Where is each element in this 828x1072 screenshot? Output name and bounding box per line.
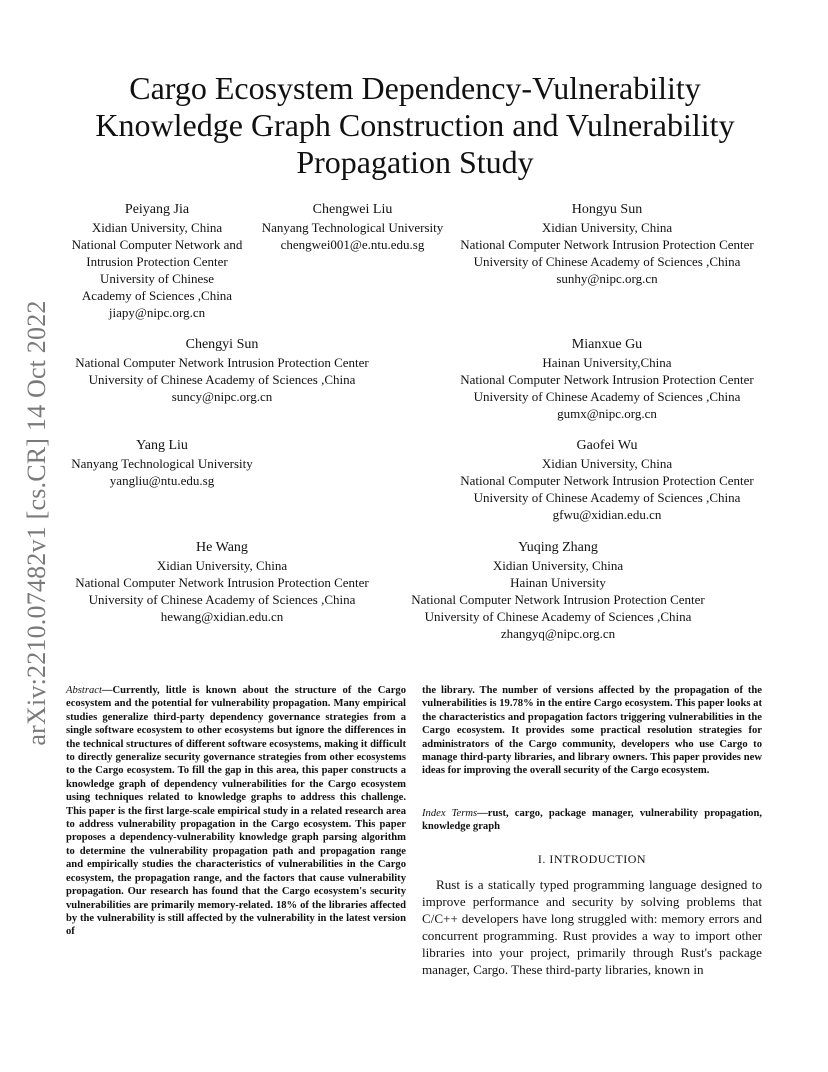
author-email: sunhy@nipc.org.cn — [556, 271, 658, 286]
author-affiliation: Academy of Sciences ,China — [81, 288, 233, 303]
abstract-text: —Currently, little is known about the structure of the Cargo ecosystem and the potential for vulnerability propagation. Many empirical studies generalize third-party dependency governance strategies from a single software ecosystem to other ecosystems but ignore the differences in the technical structures of different software ecosystems, making it difficult to directly generalize security governance strategies from other ecosystems to the Cargo ecosystem. To fill the gap in this area, this paper constructs a knowledge graph of dependency vulnerabilities for the Cargo ecosystem using techniques related to knowledge graphs to address this challenge. This paper is the first large-scale empirical study in a related research area to address vulnerability propagation in the Cargo ecosystem. This paper proposes a dependency-vulnerability knowledge graph parsing algorithm to determine the vulnerability propagation path and propagation range and empirically studies the characteristics of vulnerabilities in the Cargo ecosystem, the propagation range, and the factors that cause vulnerability propagation. Our research has found that the Cargo ecosystem's security vulnerabilities are primarily memory-related. 18% of the libraries affected by the vulnerability is still affected by the vulnerability in the latest version of — [66, 685, 406, 938]
author-name: Hongyu Sun — [571, 202, 643, 217]
author-affiliation: University of Chinese Academy of Sciences ,China — [473, 490, 741, 505]
author-name: Chengwei Liu — [312, 202, 393, 217]
abstract-left-column — [66, 684, 406, 939]
author-affiliation: Hainan University,China — [542, 355, 672, 370]
abstract-label: Abstract — [66, 685, 102, 696]
abstract-right-column — [422, 684, 762, 778]
author-affiliation: National Computer Network Intrusion Protection Center — [75, 355, 369, 370]
author-affiliation: Xidian University, China — [541, 220, 673, 235]
author-name: Yuqing Zhang — [518, 540, 598, 555]
arxiv-watermark — [4, 288, 70, 758]
author-name: He Wang — [196, 540, 248, 555]
author-name: Yang Liu — [136, 438, 188, 453]
author-email: yangliu@ntu.edu.sg — [109, 473, 215, 488]
author-affiliation: National Computer Network Intrusion Protection Center — [411, 592, 705, 607]
author-affiliation: University of Chinese — [99, 271, 215, 286]
introduction-paragraph: Rust is a statically typed programming language designed to improve performance and security by solving problems that C/C++ developers have long struggled with: memory errors and concurrent programming. Rust provides a way to import other libraries into your project, primarily through Rust's package manager, Cargo. These third-party libraries, known in — [422, 877, 762, 978]
author-block — [64, 437, 260, 489]
author-block — [450, 437, 764, 523]
index-terms-label: Index Terms — [422, 808, 478, 819]
author-email: suncy@nipc.org.cn — [171, 389, 273, 404]
author-block — [62, 201, 252, 321]
author-email: gfwu@xidian.edu.cn — [552, 507, 662, 522]
author-block — [450, 201, 764, 287]
author-affiliation: University of Chinese Academy of Sciences ,China — [473, 254, 741, 269]
author-affiliation: University of Chinese Academy of Sciences ,China — [88, 592, 356, 607]
author-name: Peiyang Jia — [124, 202, 190, 217]
author-email: chengwei001@e.ntu.edu.sg — [280, 237, 425, 252]
index-terms-text: —rust, cargo, package manager, vulnerability propagation, knowledge graph — [422, 808, 762, 833]
author-affiliation: National Computer Network Intrusion Protection Center — [460, 473, 754, 488]
author-block — [400, 539, 716, 642]
section-heading-introduction: I. INTRODUCTION — [537, 852, 647, 866]
author-affiliation: University of Chinese Academy of Sciences ,China — [473, 389, 741, 404]
abstract-text-continued: the library. The number of versions affected by the propagation of the vulnerabilities is 19.78% in the entire Cargo ecosystem. This paper looks at the characteristics and propagation factors triggering vulnerabilities in the Cargo ecosystem. It provides some practical resolution strategies for administrators of the Cargo community, developers who use Cargo to manage third-party libraries, and library owners. This paper provides new ideas for improving the overall security of the Cargo ecosystem. — [422, 685, 762, 777]
arxiv-watermark-text: arXiv:2210.07482v1 [cs.CR] 14 Oct 2022 — [22, 300, 51, 746]
author-email: gumx@nipc.org.cn — [557, 406, 657, 421]
author-affiliation: Hainan University — [510, 575, 606, 590]
author-affiliation: Nanyang Technological University — [261, 220, 444, 235]
author-email: zhangyq@nipc.org.cn — [500, 626, 616, 641]
author-affiliation: University of Chinese Academy of Sciences ,China — [88, 372, 356, 387]
author-name: Chengyi Sun — [185, 337, 259, 352]
author-affiliation: Xidian University, China — [91, 220, 223, 235]
author-affiliation: National Computer Network Intrusion Protection Center — [460, 237, 754, 252]
author-affiliation: Intrusion Protection Center — [86, 254, 228, 269]
author-affiliation: Nanyang Technological University — [71, 456, 253, 471]
author-affiliation: University of Chinese Academy of Sciences ,China — [424, 609, 692, 624]
author-affiliation: Xidian University, China — [541, 456, 673, 471]
author-block — [255, 201, 450, 253]
author-affiliation: National Computer Network and — [71, 237, 243, 252]
index-terms — [422, 807, 762, 834]
author-block — [450, 336, 764, 422]
author-affiliation: National Computer Network Intrusion Protection Center — [460, 372, 754, 387]
author-affiliation: Xidian University, China — [492, 558, 624, 573]
author-affiliation: National Computer Network Intrusion Protection Center — [75, 575, 369, 590]
author-block — [64, 336, 380, 405]
author-email: jiapy@nipc.org.cn — [108, 305, 206, 320]
author-name: Mianxue Gu — [571, 337, 643, 352]
author-block — [64, 539, 380, 625]
author-email: hewang@xidian.edu.cn — [160, 609, 284, 624]
paper-title: Cargo Ecosystem Dependency-Vulnerability Knowledge Graph Construction and Vulnerability Propagation Study — [95, 70, 735, 180]
author-name: Gaofei Wu — [576, 438, 638, 453]
author-affiliation: Xidian University, China — [156, 558, 288, 573]
